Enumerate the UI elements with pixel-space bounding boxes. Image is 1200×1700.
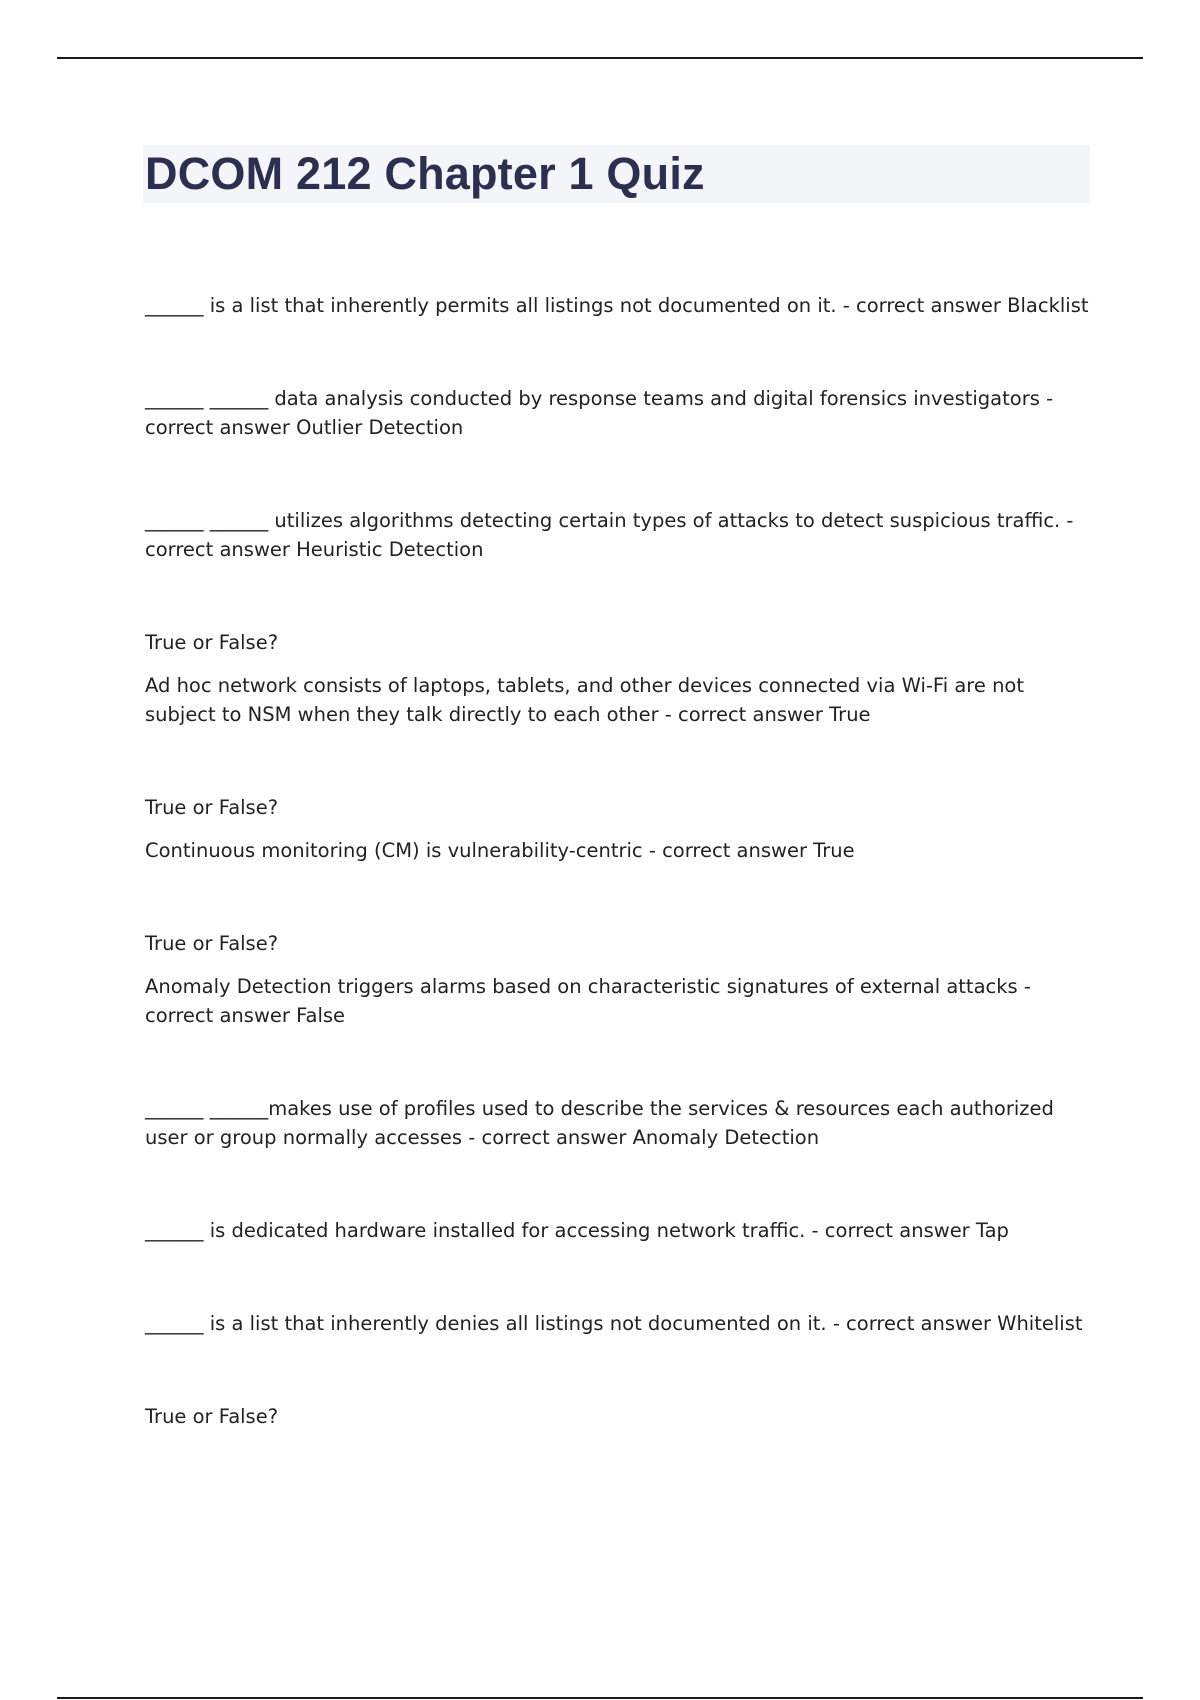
- quiz-item: [145, 628, 1100, 729]
- quiz-item: [145, 793, 1100, 865]
- quiz-item-text: ______ is a list that inherently permits all listings not documented on it. - correct answer Blacklist: [145, 294, 1089, 317]
- quiz-item-prompt: True or False?: [145, 932, 279, 955]
- quiz-item-prompt: True or False?: [145, 1405, 279, 1428]
- top-rule: [57, 57, 1143, 59]
- quiz-item-prompt: True or False?: [145, 631, 279, 654]
- quiz-item: [145, 291, 1100, 320]
- quiz-item-text: ______ is dedicated hardware installed for accessing network traffic. - correct answer Tap: [145, 1219, 1009, 1242]
- quiz-item: [145, 384, 1100, 442]
- quiz-item-prompt: True or False?: [145, 796, 279, 819]
- quiz-item: [145, 929, 1100, 1030]
- quiz-item-text: Ad hoc network consists of laptops, tablets, and other devices connected via Wi-Fi are not subject to NSM when they talk directly to each other - correct answer True: [145, 674, 1025, 726]
- quiz-item-text: Anomaly Detection triggers alarms based on characteristic signatures of external attacks - correct answer False: [145, 975, 1031, 1027]
- page-title: DCOM 212 Chapter 1 Quiz: [145, 148, 705, 199]
- quiz-item: [145, 1216, 1100, 1245]
- quiz-item-text: ______ is a list that inherently denies all listings not documented on it. - correct answer Whitelist: [145, 1312, 1083, 1335]
- quiz-item-text: Continuous monitoring (CM) is vulnerability-centric - correct answer True: [145, 839, 855, 862]
- quiz-item-text: ______ ______ utilizes algorithms detecting certain types of attacks to detect suspicious traffic. - correct answer Heuristic Detection: [145, 509, 1074, 561]
- quiz-item-text: ______ ______ data analysis conducted by response teams and digital forensics investigators - correct answer Outlier Detection: [145, 387, 1054, 439]
- quiz-item: [145, 506, 1100, 564]
- quiz-content: [145, 291, 1100, 1495]
- bottom-rule: [57, 1697, 1143, 1699]
- quiz-item-text: ______ ______makes use of profiles used to describe the services & resources each authorized user or group normally accesses - correct answer Anomaly Detection: [145, 1097, 1054, 1149]
- quiz-item: [145, 1402, 1100, 1431]
- quiz-item: [145, 1309, 1100, 1338]
- quiz-item: [145, 1094, 1100, 1152]
